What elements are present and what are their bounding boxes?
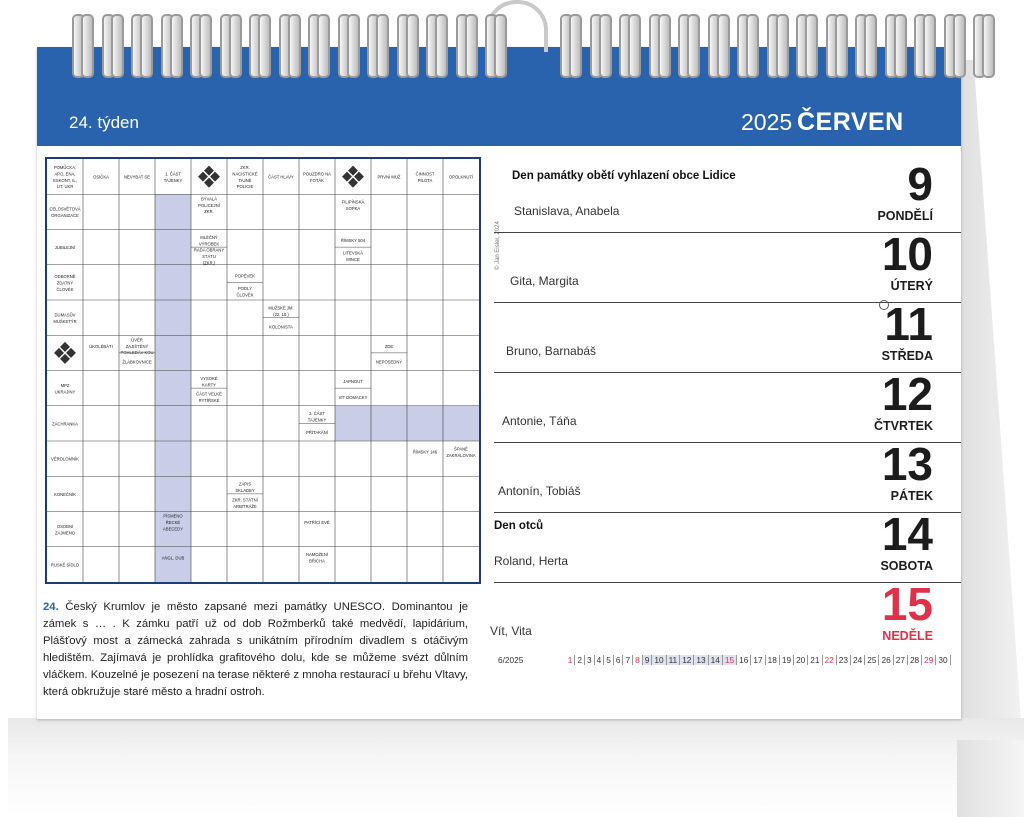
mini-calendar-day: 4 bbox=[595, 655, 605, 665]
inner-clue: PÍSMENO ŘECKÉ ABECEDY bbox=[162, 513, 184, 532]
inner-clue: ZKR. STÁTNÍ ARBITRÁŽE bbox=[232, 497, 258, 509]
mini-calendar-day: 10 bbox=[652, 655, 666, 665]
spiral-ring bbox=[258, 14, 271, 78]
year-month bbox=[741, 109, 961, 135]
spiral-ring bbox=[170, 14, 183, 78]
inner-clue: PŘÍTAKÁNÍ bbox=[306, 430, 328, 436]
mini-calendar-day: 9 bbox=[643, 655, 653, 665]
day-name: NEDĚLE bbox=[882, 629, 933, 643]
year-label: 2025 bbox=[741, 109, 793, 135]
row-clue: MPZ UKRAJINY bbox=[54, 382, 76, 395]
inner-clue: FILIPÍNSKÁ SOPKA bbox=[341, 199, 365, 212]
spiral-ring bbox=[347, 14, 360, 78]
mini-calendar-day: 6 bbox=[614, 655, 624, 665]
spiral-ring bbox=[864, 14, 877, 78]
spiral-ring bbox=[229, 14, 242, 78]
spiral-ring bbox=[894, 14, 907, 78]
day-number: 11 bbox=[884, 298, 933, 350]
column-clue: 1. ČÁST TAJENKY bbox=[163, 171, 183, 183]
row-clue: KONEČNÍK bbox=[54, 491, 76, 497]
diamond-icon bbox=[198, 166, 220, 188]
calendar-stand-side bbox=[957, 740, 1024, 817]
name-day: Vít, Vita bbox=[490, 624, 532, 638]
mini-calendar-day: 1 bbox=[566, 655, 576, 665]
inner-clue: ANGL. DUB bbox=[161, 555, 185, 561]
name-day: Roland, Herta bbox=[494, 554, 569, 568]
mini-calendar-day: 29 bbox=[922, 655, 936, 665]
day-number: 13 bbox=[881, 438, 933, 490]
spiral-ring bbox=[687, 14, 700, 78]
holiday-label: Den památky obětí vyhlazení obce Lidice bbox=[512, 170, 736, 182]
row-clue: ZÁCHRANKA bbox=[52, 421, 78, 427]
mini-calendar-day: 2 bbox=[575, 655, 585, 665]
inner-clue: PODLÝ ČLOVĚK bbox=[236, 285, 254, 298]
inner-clue: ŘÍMSKY 504 bbox=[340, 238, 366, 244]
inner-clue: MLÉČNÝ VÝROBEK bbox=[198, 234, 220, 247]
inner-clue: NAMOŽENÍ BŘICHA bbox=[305, 552, 329, 564]
mini-calendar-day: 27 bbox=[894, 655, 908, 665]
inner-clue: NEPOSEDNÝ bbox=[375, 359, 403, 365]
column-clue: ČÁST HLAVY bbox=[268, 174, 294, 180]
inner-clue: MUŽSKÉ JM. (22. 10.) bbox=[268, 305, 294, 317]
column-clue: OPOLKNUTÍ bbox=[448, 174, 474, 180]
mini-calendar-day: 14 bbox=[709, 655, 723, 665]
mini-calendar-day: 15 bbox=[723, 655, 737, 665]
spiral-ring bbox=[494, 14, 507, 78]
mini-calendar-day: 19 bbox=[780, 655, 794, 665]
name-day: Antonie, Táňa bbox=[502, 414, 577, 428]
mini-calendar-day: 22 bbox=[823, 655, 837, 665]
day-number: 10 bbox=[881, 228, 933, 280]
mini-calendar-day: 3 bbox=[585, 655, 595, 665]
mini-calendar-day: 16 bbox=[737, 655, 751, 665]
day-number: 15 bbox=[881, 578, 933, 630]
column-clue: OSIČKA bbox=[93, 174, 109, 180]
week-label: 24. týden bbox=[69, 113, 139, 132]
crossword-credit: © Jan Eisler, 2024 bbox=[495, 221, 501, 270]
inner-clue: ŽLÁBKOVNICE bbox=[122, 359, 152, 365]
row-clue: RUSKÉ SÍDLO bbox=[50, 562, 80, 568]
mini-calendar-day: 23 bbox=[837, 655, 851, 665]
inner-clue: KOLONISTA bbox=[269, 324, 293, 330]
mini-calendar-day: 18 bbox=[766, 655, 780, 665]
spiral-ring bbox=[805, 14, 818, 78]
name-day: Antonín, Tobiáš bbox=[498, 484, 581, 498]
row-clue: JUBILEJNÍ bbox=[54, 245, 76, 251]
day-row bbox=[494, 368, 961, 443]
spiral-ring bbox=[717, 14, 730, 78]
month-label: ČERVEN bbox=[797, 108, 904, 136]
day-number: 14 bbox=[881, 508, 933, 560]
day-name: PÁTEK bbox=[890, 489, 933, 503]
inner-clue: 2. ČÁST TAJENKY bbox=[307, 411, 327, 423]
inner-clue: BÝVALÁ POLICEJNÍ ZKR. bbox=[198, 196, 220, 215]
diamond-icon bbox=[342, 166, 364, 188]
day-row bbox=[494, 438, 961, 513]
spiral-ring bbox=[199, 14, 212, 78]
moon-phase-icon bbox=[879, 300, 889, 310]
day-row bbox=[494, 508, 961, 583]
inner-clue: ÚVĚR ZAJIŠTĚNÝ POHLEDÁV-KOU bbox=[120, 337, 154, 356]
spiral-ring bbox=[111, 14, 124, 78]
inner-clue: JAPNOUT bbox=[343, 379, 363, 385]
inner-clue: ŘÍMSKY 146 bbox=[412, 449, 438, 455]
row-clue: DUMASŮV MUŠKETÝR bbox=[53, 312, 77, 324]
spiral-ring bbox=[746, 14, 759, 78]
spiral-ring bbox=[81, 14, 94, 78]
spiral-ring bbox=[435, 14, 448, 78]
riddle-number: 24. bbox=[43, 601, 59, 613]
spiral-ring bbox=[317, 14, 330, 78]
riddle-body: Český Krumlov je město zapsané mezi památky UNESCO. Dominantou je zámek s … . K zámku patří už od dob Rožmberků také medvědí, lapidárium, Plášťový most a zámecká zahrada s unikátním přírodním divadlem s otáčivým hledištěm. Zajímavá je prohlídka grafitového dolu, kde se můžeme svézt důlním vláčkem. Kouzelné je posezení na terase některé z mnoha restaurací u břehu Vltavy, která obkružuje staré město a hradní ostroh. bbox=[43, 601, 468, 698]
mini-calendar-day: 21 bbox=[808, 655, 822, 665]
mini-calendar-day: 30 bbox=[936, 655, 950, 665]
riddle-text bbox=[43, 599, 468, 701]
column-clue: ČINNOST PILOTA bbox=[415, 171, 435, 183]
row-clue: OSOBNÍ ZÁJMENO bbox=[54, 523, 76, 536]
day-name: SOBOTA bbox=[880, 559, 933, 573]
spiral-ring bbox=[776, 14, 789, 78]
spiral-ring bbox=[658, 14, 671, 78]
column-clue: POMŮCKA: APO, ENA, ESKONT, IL, LIT, UKR bbox=[53, 165, 77, 190]
column-clue: NEVYBAT SE bbox=[124, 174, 150, 180]
column-clue: ZKR. NACISTICKÉ TAJNÉ POLICIE bbox=[232, 165, 258, 190]
spiral-ring bbox=[628, 14, 641, 78]
spiral-ring bbox=[288, 14, 301, 78]
mini-calendar-day: 12 bbox=[680, 655, 694, 665]
crossword bbox=[45, 157, 481, 584]
spiral-ring bbox=[465, 14, 478, 78]
spiral-ring bbox=[953, 14, 966, 78]
name-day: Gita, Margita bbox=[510, 274, 579, 288]
mini-calendar-day: 7 bbox=[623, 655, 633, 665]
calendar-page bbox=[37, 47, 961, 719]
mini-calendar-day: 11 bbox=[667, 655, 681, 665]
spiral-ring bbox=[569, 14, 582, 78]
mini-calendar-day: 8 bbox=[633, 655, 643, 665]
mini-calendar-day: 24 bbox=[851, 655, 865, 665]
mini-calendar-day: 13 bbox=[694, 655, 708, 665]
day-name: STŘEDA bbox=[881, 349, 933, 363]
diamond-icon bbox=[54, 342, 76, 364]
inner-clue: LITEVSKÁ MINCE bbox=[342, 250, 364, 263]
row-clue: CELOSVĚTOVÁ ORGANIZACE bbox=[49, 206, 81, 219]
crossword-grid bbox=[47, 159, 479, 582]
spiral-ring bbox=[376, 14, 389, 78]
inner-clue: ÚKOLÉBÁTI bbox=[89, 343, 113, 349]
inner-clue: RADA OBRANY STÁTU (ZKR.) bbox=[193, 247, 225, 266]
inner-clue: ZDE bbox=[384, 343, 394, 349]
mini-calendar-day: 26 bbox=[879, 655, 893, 665]
spiral-ring bbox=[406, 14, 419, 78]
spiral-ring bbox=[140, 14, 153, 78]
day-name: PONDĚLÍ bbox=[877, 209, 933, 223]
inner-clue: ČÁST VELKÉ RYTÍŘSKÉ bbox=[196, 391, 222, 404]
mini-calendar-day: 17 bbox=[751, 655, 765, 665]
mini-calendar-day: 20 bbox=[794, 655, 808, 665]
day-row bbox=[494, 158, 961, 233]
day-name: ČTVRTEK bbox=[873, 419, 933, 433]
spiral-ring bbox=[599, 14, 612, 78]
calendar-stand-base bbox=[8, 718, 1024, 817]
day-row bbox=[494, 228, 961, 303]
mini-calendar bbox=[496, 655, 951, 665]
day-row bbox=[494, 298, 961, 373]
spiral-ring bbox=[923, 14, 936, 78]
day-name: ÚTERÝ bbox=[890, 279, 933, 293]
mini-calendar-day: 28 bbox=[908, 655, 922, 665]
mini-calendar-day: 25 bbox=[865, 655, 879, 665]
row-clue: VĚROLOMNÍK bbox=[51, 456, 79, 462]
day-number: 9 bbox=[907, 158, 933, 210]
inner-clue: ŠPANĚ ZAKRALOVINA bbox=[446, 446, 476, 458]
inner-clue: VÍT DOMACKY bbox=[338, 394, 368, 400]
column-clue: POUZDRO NA FOTÁK bbox=[303, 171, 331, 183]
mini-calendar-day: 5 bbox=[604, 655, 614, 665]
day-row bbox=[490, 578, 961, 652]
inner-clue: PATŘÍCÍ EVĚ bbox=[304, 520, 330, 526]
row-clue: ODBORNĚ ZDATNÝ ČLOVĚK bbox=[54, 273, 76, 292]
inner-clue: ZÁPIS SKLADBY bbox=[235, 481, 255, 494]
name-day: Bruno, Barnabáš bbox=[506, 344, 597, 358]
spiral-ring bbox=[982, 14, 995, 78]
inner-clue: VYSOKÉ KARTY bbox=[200, 375, 218, 388]
inner-clue: POPÉVEK bbox=[234, 273, 256, 279]
mini-calendar-label: 6/2025 bbox=[498, 655, 524, 665]
holiday-label: Den otců bbox=[494, 520, 544, 532]
day-number: 12 bbox=[881, 368, 933, 420]
name-day: Stanislava, Anabela bbox=[514, 204, 620, 218]
spiral-ring bbox=[835, 14, 848, 78]
column-clue: PRVNÍ MUŽ bbox=[377, 174, 401, 180]
